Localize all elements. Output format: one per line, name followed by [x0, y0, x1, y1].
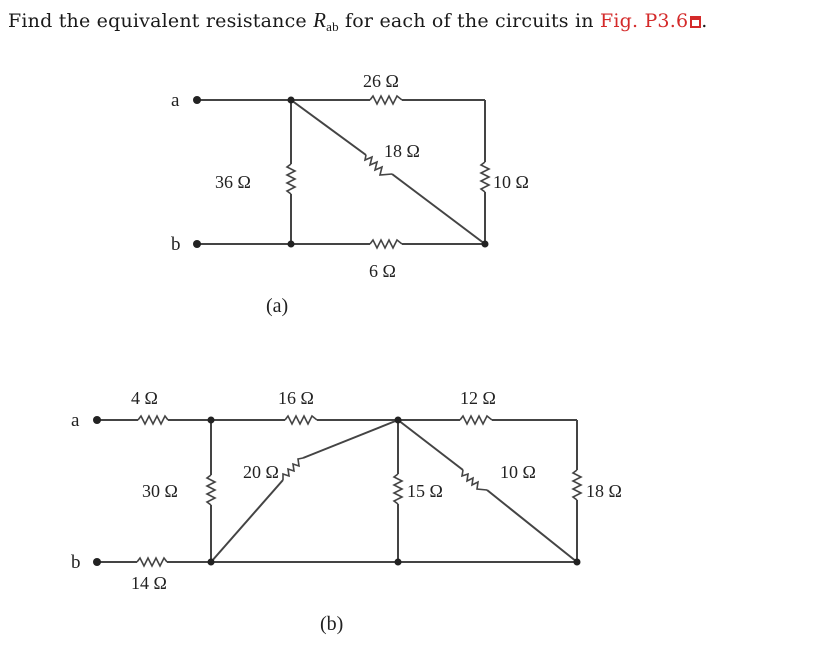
- resistor-15-label: 15 Ω: [407, 481, 443, 501]
- resistor-36-label: 36 Ω: [215, 172, 251, 192]
- junction-node: [395, 559, 402, 566]
- terminal-b-node: [93, 558, 101, 566]
- wire: [398, 420, 463, 470]
- junction-node: [482, 241, 489, 248]
- resistor-6-label: 6 Ω: [369, 261, 396, 281]
- terminal-b-label: b: [71, 552, 81, 573]
- figure-link[interactable]: Fig. P3.6: [599, 10, 689, 32]
- wire: [392, 174, 485, 244]
- resistor-36: [287, 164, 295, 194]
- terminal-a-node: [93, 416, 101, 424]
- terminal-b-node: [193, 240, 201, 248]
- resistor-18-b: [573, 470, 581, 500]
- caption-b: (b): [320, 613, 344, 635]
- circuit-a: [171, 71, 529, 317]
- terminal-b-label: b: [171, 234, 181, 255]
- resistor-18-label: 18 Ω: [384, 141, 420, 161]
- resistor-14-label: 14 Ω: [131, 573, 167, 593]
- resistor-30-label: 30 Ω: [142, 481, 178, 501]
- junction-node: [208, 559, 215, 566]
- junction-node: [395, 417, 402, 424]
- wire: [487, 490, 577, 562]
- resistance-variable: $R_{ab}$: [313, 8, 339, 34]
- question-text-after: .: [701, 10, 708, 32]
- question-text-before: Find the equivalent resistance: [8, 10, 314, 32]
- resistor-12: [460, 416, 492, 424]
- resistor-4: [138, 416, 168, 424]
- terminal-a-node: [193, 96, 201, 104]
- resistor-16-label: 16 Ω: [278, 388, 314, 408]
- resistor-10-label: 10 Ω: [500, 462, 536, 482]
- resistor-30: [207, 475, 215, 505]
- question-text-middle: for each of the circuits in: [338, 10, 600, 32]
- resistor-16: [285, 416, 317, 424]
- junction-node: [288, 241, 295, 248]
- wire: [303, 420, 398, 458]
- resistor-10-b: [462, 470, 487, 490]
- caption-a: (a): [266, 295, 289, 317]
- resistor-4-label: 4 Ω: [131, 388, 158, 408]
- wire: [211, 480, 283, 562]
- resistor-14: [137, 558, 167, 566]
- terminal-a-label: a: [71, 410, 80, 431]
- circuit-b: [71, 388, 622, 635]
- junction-node: [574, 559, 581, 566]
- terminal-a-label: a: [171, 90, 180, 111]
- junction-node: [208, 417, 215, 424]
- resistance-subscript: ab: [326, 19, 339, 34]
- wire: [291, 100, 366, 155]
- resistor-18-label: 18 Ω: [586, 481, 622, 501]
- resistor-12-label: 12 Ω: [460, 388, 496, 408]
- junction-node: [288, 97, 295, 104]
- resistor-15: [394, 474, 402, 504]
- resistor-20: [283, 458, 303, 480]
- resistor-26: [370, 96, 402, 104]
- resistor-26-label: 26 Ω: [363, 71, 399, 91]
- resistor-6: [370, 240, 402, 248]
- resistor-20-label: 20 Ω: [243, 462, 279, 482]
- resistor-10-a: [481, 162, 489, 192]
- resistor-10-label: 10 Ω: [493, 172, 529, 192]
